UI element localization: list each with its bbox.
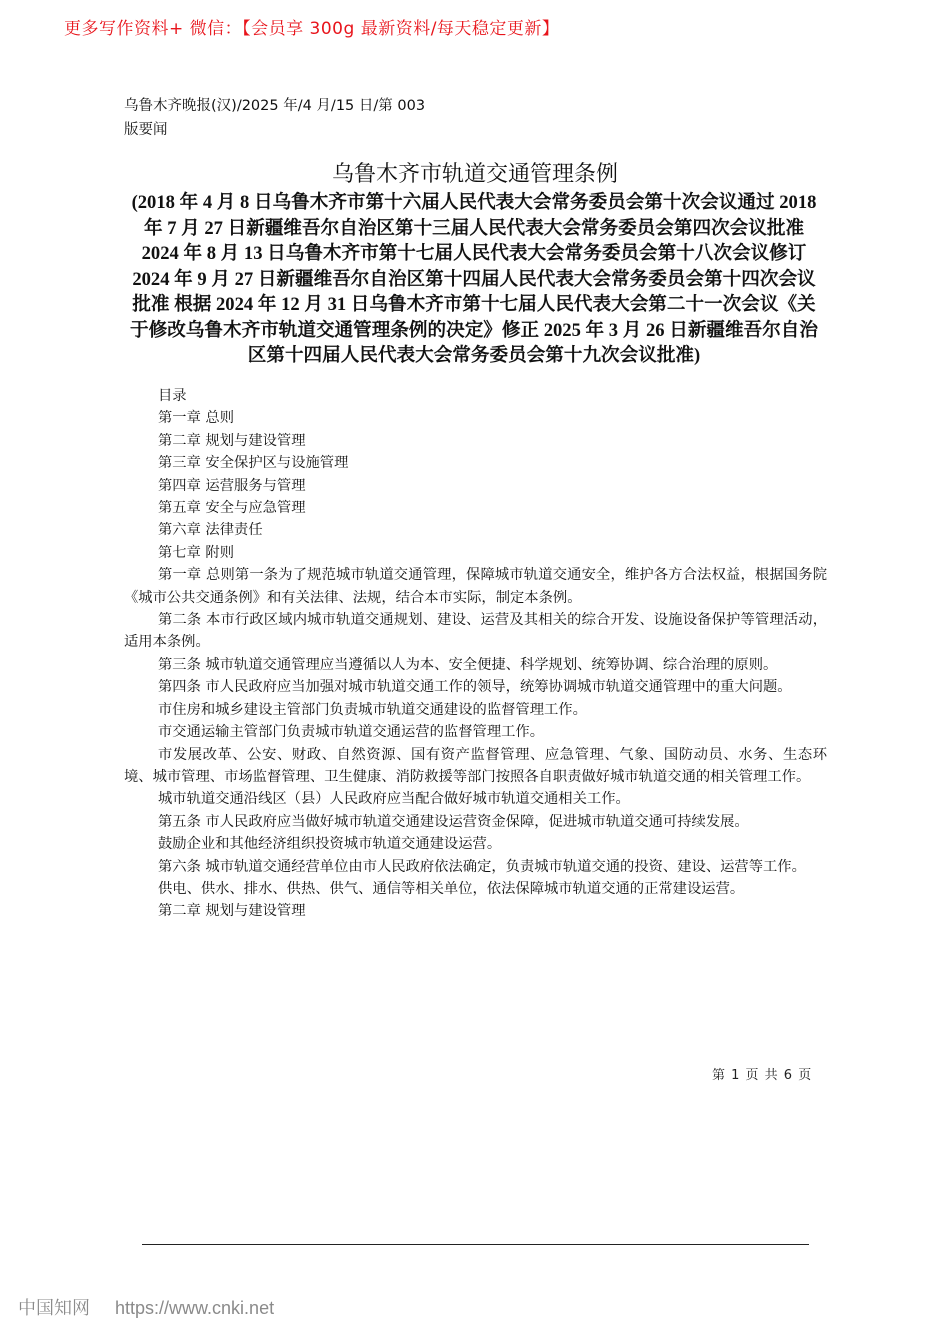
newspaper-source — [124, 94, 484, 142]
paragraph: 第五条 市人民政府应当做好城市轨道交通建设运营资金保障，促进城市轨道交通可持续发展。 — [158, 813, 749, 830]
paragraph: 鼓励企业和其他经济组织投资城市轨道交通建设运营。 — [158, 836, 502, 853]
paragraph: 第二条 本市行政区域内城市轨道交通规划、建设、运营及其相关的综合开发、设施设备保护等管理活动，适用本条例。 — [124, 612, 827, 651]
document-title: 乌鲁木齐市轨道交通管理条例 — [331, 162, 618, 187]
toc-heading: 目录 — [158, 388, 187, 404]
source-line-1: 乌鲁木齐晚报(汉)/2025 年/4 月/15 日/第 003 — [124, 98, 426, 114]
paragraph: 市发展改革、公安、财政、自然资源、国有资产监督管理、应急管理、气象、国防动员、水务、生态环境、城市管理、市场监督管理、卫生健康、消防救援等部门按照各自职责做好城市轨道交通的相关管理工作。 — [124, 746, 827, 785]
toc-item: 第六章 法律责任 — [158, 522, 263, 539]
paragraph: 第四条 市人民政府应当加强对城市轨道交通工作的领导，统筹协调城市轨道交通管理中的重大问题。 — [158, 679, 792, 696]
toc-item: 第二章 规划与建设管理 — [158, 432, 306, 449]
toc-item: 第七章 附则 — [158, 544, 235, 561]
source-line-2: 版要闻 — [124, 122, 168, 138]
watermark-url: https://www.cnki.net — [115, 1298, 275, 1318]
paragraph: 供电、供水、排水、供热、供气、通信等相关单位，依法保障城市轨道交通的正常建设运营。 — [158, 880, 745, 897]
paragraph: 第一章 总则第一条为了规范城市轨道交通管理，保障城市轨道交通安全，维护各方合法权益，根据国务院《城市公共交通条例》和有关法律、法规，结合本市实际，制定本条例。 — [124, 567, 827, 606]
paragraph: 市交通运输主管部门负责城市轨道交通运营的监督管理工作。 — [158, 724, 545, 741]
toc-item: 第五章 安全与应急管理 — [158, 500, 306, 517]
document-body — [124, 385, 827, 923]
chapter-heading: 第二章 规划与建设管理 — [158, 903, 306, 920]
paragraph: 市住房和城乡建设主管部门负责城市轨道交通建设的监督管理工作。 — [158, 701, 587, 718]
watermark-site-name: 中国知网 — [18, 1298, 90, 1318]
watermark — [18, 1294, 274, 1320]
page-number: 第 1 页 共 6 页 — [712, 1068, 813, 1083]
footer-divider — [142, 1244, 809, 1245]
toc-item: 第一章 总则 — [158, 410, 235, 427]
toc-item: 第三章 安全保护区与设施管理 — [158, 455, 349, 472]
promo-banner: 更多写作资料+ 微信：【会员享 300g 最新资料/每天稳定更新】 — [64, 19, 560, 39]
toc-item: 第四章 运营服务与管理 — [158, 477, 306, 494]
paragraph: 第六条 城市轨道交通经营单位由市人民政府依法确定，负责城市轨道交通的投资、建设、运营等工作。 — [158, 858, 806, 875]
paragraph: 第三条 城市轨道交通管理应当遵循以人为本、安全便捷、科学规划、统筹协调、综合治理的原则。 — [158, 656, 778, 673]
document-subtitle: (2018 年 4 月 8 日乌鲁木齐市第十六届人民代表大会常务委员会第十次会议通过 2018 年 7 月 27 日新疆维吾尔自治区第十三届人民代表大会常务委员会第四次会议批准 2024 年 8 月 13 日乌鲁木齐市第十七届人民代表大会常务委员会第十八次会议修订 2024 年 9 月 27 日新疆维吾尔自治区第十四届人民代表大会常务委员会第十四次会议批准 根据 2024 年 12 月 31 日乌鲁木齐市第十七届人民代表大会第二十一次会议《关于修改乌鲁木齐市轨道交通管理条例的决定》修正 2025 年 3 月 26 日新疆维吾尔自治区第十四届人民代表大会常务委员会第十九次会议批准) — [130, 192, 818, 366]
paragraph: 城市轨道交通沿线区（县）人民政府应当配合做好城市轨道交通相关工作。 — [158, 791, 630, 808]
